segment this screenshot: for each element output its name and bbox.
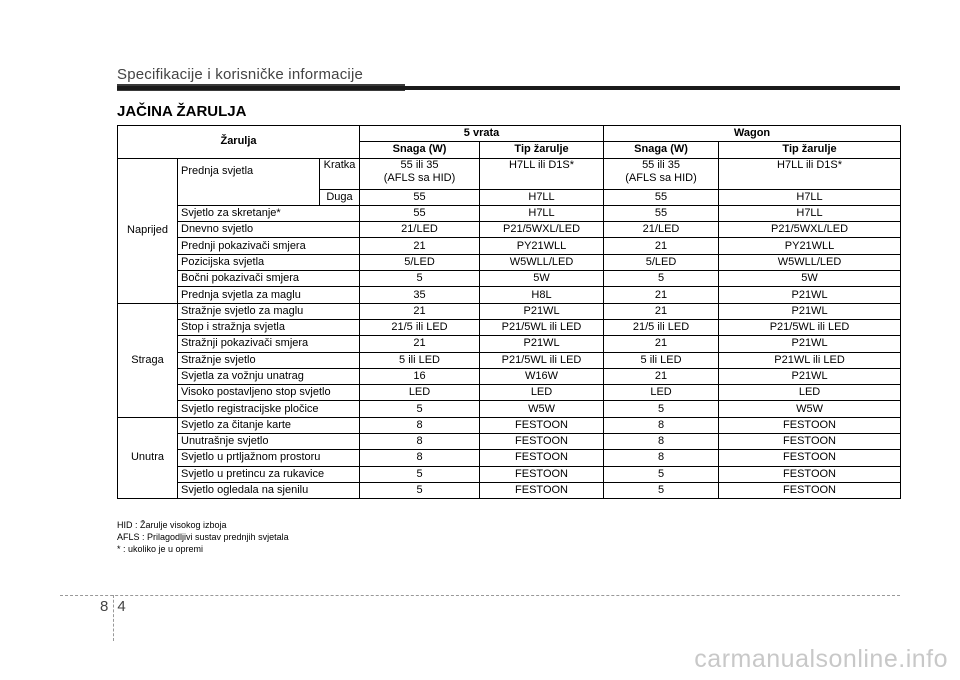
table-cell: 21 xyxy=(604,303,719,319)
table-row xyxy=(118,222,901,238)
table-cell: 5 ili LED xyxy=(604,352,719,368)
table-cell: FESTOON xyxy=(480,417,604,433)
header-type: Tip žarulje xyxy=(719,142,901,158)
row-label: Prednja svjetla za maglu xyxy=(178,287,360,303)
table-cell: 21/LED xyxy=(360,222,480,238)
table-row xyxy=(118,254,901,270)
table-cell: FESTOON xyxy=(719,434,901,450)
table-cell: 5/LED xyxy=(360,254,480,270)
table-cell: FESTOON xyxy=(480,450,604,466)
row-label: Svjetla za vožnju unatrag xyxy=(178,368,360,384)
table-cell: 8 xyxy=(604,417,719,433)
table-cell: 21 xyxy=(360,238,480,254)
row-label: Stražnji pokazivači smjera xyxy=(178,336,360,352)
table-row xyxy=(118,385,901,401)
footnote: AFLS : Prilagodljivi sustav prednjih svjetala xyxy=(117,532,289,542)
table-cell: 5W xyxy=(480,271,604,287)
table-cell: 8 xyxy=(604,450,719,466)
row-label: Svjetlo u prtljažnom prostoru xyxy=(178,450,360,466)
table-cell: LED xyxy=(604,385,719,401)
table-cell: FESTOON xyxy=(719,466,901,482)
table-row xyxy=(118,205,901,221)
table-cell: 21 xyxy=(360,336,480,352)
table-cell: FESTOON xyxy=(719,417,901,433)
table-cell: 35 xyxy=(360,287,480,303)
table-cell: 5 xyxy=(360,482,480,498)
row-group-label: Straga xyxy=(118,303,178,417)
table-cell: H7LL ili D1S* xyxy=(480,158,604,189)
bulb-wattage-table xyxy=(117,125,901,499)
table-row xyxy=(118,352,901,368)
table-cell: H7LL xyxy=(719,189,901,205)
row-group-label: Naprijed xyxy=(118,158,178,303)
power-value: 55 ili 35 xyxy=(642,158,680,171)
header-group-5-door: 5 vrata xyxy=(360,126,604,142)
footnote: * : ukoliko je u opremi xyxy=(117,544,204,554)
row-label: Svjetlo za čitanje karte xyxy=(178,417,360,433)
table-cell: 16 xyxy=(360,368,480,384)
table-row xyxy=(118,158,901,189)
table-cell: P21/5WL ili LED xyxy=(480,352,604,368)
table-cell: P21/5WL ili LED xyxy=(480,319,604,335)
table-cell: W5W xyxy=(719,401,901,417)
table-row xyxy=(118,401,901,417)
table-row xyxy=(118,238,901,254)
table-cell: 21 xyxy=(604,238,719,254)
footnote: HID : Žarulje visokog izboja xyxy=(117,520,227,530)
table-cell: 21 xyxy=(604,368,719,384)
header-power: Snaga (W) xyxy=(360,142,480,158)
table-cell: P21WL ili LED xyxy=(719,352,901,368)
header-title: Specifikacije i korisničke informacije xyxy=(117,66,364,83)
table-row xyxy=(118,450,901,466)
header-group-wagon: Wagon xyxy=(604,126,901,142)
table-cell: P21WL xyxy=(719,303,901,319)
table-cell: LED xyxy=(480,385,604,401)
table-cell: P21WL xyxy=(719,368,901,384)
table-row xyxy=(118,287,901,303)
table-cell: 21 xyxy=(360,303,480,319)
table-cell: LED xyxy=(360,385,480,401)
table-cell: 8 xyxy=(360,450,480,466)
watermark: carmanualsonline.info xyxy=(694,645,948,673)
table-cell: H7LL xyxy=(719,205,901,221)
table-row xyxy=(118,466,901,482)
table-cell: 5 xyxy=(604,271,719,287)
table-cell: 21/5 ili LED xyxy=(604,319,719,335)
table-cell: PY21WLL xyxy=(719,238,901,254)
table-cell: 5 xyxy=(360,466,480,482)
table-cell: 55 xyxy=(604,189,719,205)
table-cell: H7LL xyxy=(480,205,604,221)
table-cell: 5 ili LED xyxy=(360,352,480,368)
table-cell: W5WLL/LED xyxy=(719,254,901,270)
row-label: Prednja svjetla xyxy=(178,158,320,205)
row-label: Svjetlo za skretanje* xyxy=(178,205,360,221)
power-value: 55 ili 35 xyxy=(400,158,439,171)
table-cell: FESTOON xyxy=(719,482,901,498)
table-cell: P21/5WL ili LED xyxy=(719,319,901,335)
table-cell: 8 xyxy=(360,434,480,450)
table-cell: 5 xyxy=(360,401,480,417)
table-row xyxy=(118,417,901,433)
table-cell: Duga xyxy=(320,189,360,205)
table-cell: 55 xyxy=(360,189,480,205)
table-row xyxy=(118,434,901,450)
table-cell: P21WL xyxy=(480,303,604,319)
table-cell: 5 xyxy=(604,401,719,417)
row-label: Svjetlo ogledala na sjenilu xyxy=(178,482,360,498)
table-row xyxy=(118,482,901,498)
row-label: Svjetlo u pretincu za rukavice xyxy=(178,466,360,482)
table-cell: Kratka xyxy=(320,158,360,189)
table-cell: LED xyxy=(719,385,901,401)
table-cell xyxy=(604,158,719,189)
table-cell: 21 xyxy=(604,287,719,303)
table-cell: P21/5WXL/LED xyxy=(480,222,604,238)
header-divider xyxy=(117,86,900,90)
row-label: Svjetlo registracijske pločice xyxy=(178,401,360,417)
section-title: JAČINA ŽARULJA xyxy=(117,103,247,120)
table-cell: 21 xyxy=(604,336,719,352)
table-header-row xyxy=(118,126,901,142)
table-cell: 8 xyxy=(604,434,719,450)
table-cell: W5W xyxy=(480,401,604,417)
table-cell: 21/LED xyxy=(604,222,719,238)
table-cell xyxy=(360,158,480,189)
table-cell: 5 xyxy=(604,466,719,482)
header-bulb: Žarulja xyxy=(118,126,360,159)
table-row xyxy=(118,368,901,384)
footnotes xyxy=(117,519,289,555)
row-label: Pozicijska svjetla xyxy=(178,254,360,270)
footer-divider xyxy=(60,595,900,596)
table-row xyxy=(118,303,901,319)
table-cell: W16W xyxy=(480,368,604,384)
table-cell: 21/5 ili LED xyxy=(360,319,480,335)
row-label: Stražnje svjetlo za maglu xyxy=(178,303,360,319)
table-cell: H8L xyxy=(480,287,604,303)
page-number: 84 xyxy=(100,598,135,615)
row-label: Dnevno svjetlo xyxy=(178,222,360,238)
row-label: Prednji pokazivači smjera xyxy=(178,238,360,254)
table-row xyxy=(118,336,901,352)
table-cell: 8 xyxy=(360,417,480,433)
row-label: Stražnje svjetlo xyxy=(178,352,360,368)
table-cell: PY21WLL xyxy=(480,238,604,254)
row-label: Stop i stražnja svjetla xyxy=(178,319,360,335)
table-cell: 55 xyxy=(360,205,480,221)
table-cell: 5W xyxy=(719,271,901,287)
table-cell: 5/LED xyxy=(604,254,719,270)
table-cell: FESTOON xyxy=(480,434,604,450)
power-note: (AFLS sa HID) xyxy=(625,171,697,184)
table-cell: FESTOON xyxy=(480,466,604,482)
table-cell: H7LL ili D1S* xyxy=(719,158,901,189)
row-label: Unutrašnje svjetlo xyxy=(178,434,360,450)
table-row xyxy=(118,319,901,335)
power-note: (AFLS sa HID) xyxy=(383,171,456,184)
header-power: Snaga (W) xyxy=(604,142,719,158)
table-cell: P21WL xyxy=(480,336,604,352)
table-cell: FESTOON xyxy=(480,482,604,498)
table-cell: 5 xyxy=(360,271,480,287)
row-label: Visoko postavljeno stop svjetlo xyxy=(178,385,360,401)
table-cell: H7LL xyxy=(480,189,604,205)
table-cell: FESTOON xyxy=(719,450,901,466)
table-cell: P21WL xyxy=(719,336,901,352)
table-cell: P21WL xyxy=(719,287,901,303)
table-cell: W5WLL/LED xyxy=(480,254,604,270)
table-cell: P21/5WXL/LED xyxy=(719,222,901,238)
table-row xyxy=(118,271,901,287)
row-label: Bočni pokazivači smjera xyxy=(178,271,360,287)
row-group-label: Unutra xyxy=(118,417,178,498)
header-type: Tip žarulje xyxy=(480,142,604,158)
table-cell: 55 xyxy=(604,205,719,221)
table-cell: 5 xyxy=(604,482,719,498)
